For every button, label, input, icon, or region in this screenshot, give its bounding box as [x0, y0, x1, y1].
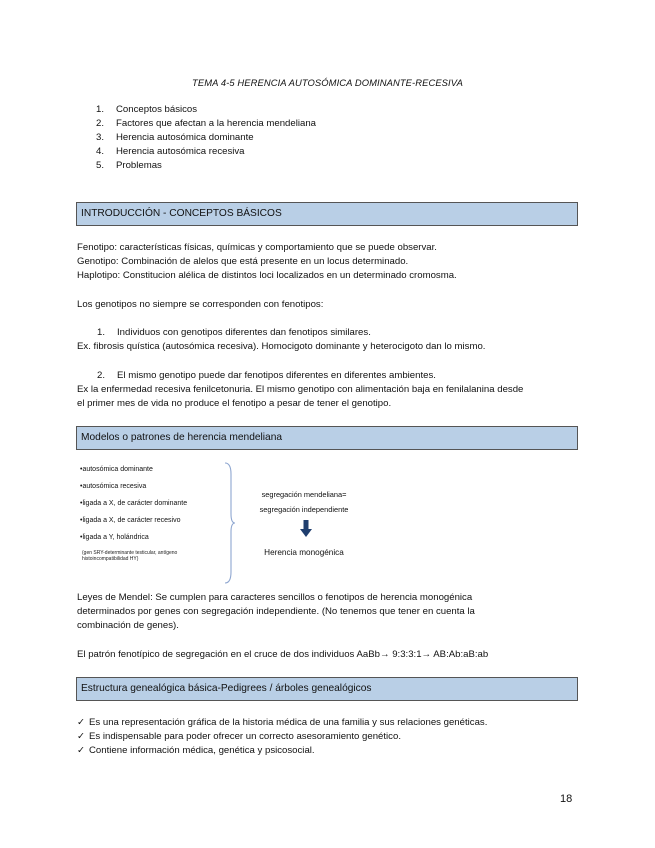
segregation-line2: segregación independiente — [259, 505, 349, 514]
pattern-item: •ligada a Y, holándrica — [80, 534, 149, 541]
definition-genotipo: Genotipo: Combinación de alelos que está presente en un locus determinado. — [77, 256, 409, 267]
pattern-item: •autosómica recesiva — [80, 483, 147, 490]
list-item-1 — [97, 326, 371, 340]
toc-num: 1. — [96, 104, 105, 115]
check-item — [77, 744, 487, 758]
pattern-item: •autosómica dominante — [80, 466, 153, 473]
toc-label: Factores que afectan a la herencia mendeliana — [116, 118, 316, 129]
toc-num: 3. — [96, 132, 105, 143]
toc-num: 5. — [96, 160, 105, 171]
leyes-line: combinación de genes). — [77, 620, 179, 631]
toc-num: 2. — [96, 118, 105, 129]
definition-fenotipo: Fenotipo: características físicas, químicas y comportamiento que se puede observar. — [77, 242, 437, 253]
check-icon: ✓ — [77, 731, 86, 742]
section-heading-modelos: Modelos o patrones de herencia mendeliana — [76, 426, 578, 450]
example-fenilcetonuria-line1: Ex la enfermedad recesiva fenilcetonuria. El mismo genotipo con alimentación baja en fenilalanina desde — [77, 384, 524, 395]
toc-item — [96, 159, 316, 173]
leyes-line: determinados por genes con segregación independiente. (No tenemos que tener en cuenta la — [77, 606, 475, 617]
check-text: Es indispensable para poder ofrecer un correcto asesoramiento genético. — [89, 731, 401, 742]
section-heading-introduccion: INTRODUCCIÓN - CONCEPTOS BÁSICOS — [76, 202, 578, 226]
toc-label: Problemas — [116, 160, 162, 171]
check-text: Contiene información médica, genética y psicosocial. — [89, 745, 315, 756]
leyes-line: Leyes de Mendel: Se cumplen para caracteres sencillos o fenotipos de herencia monogénica — [77, 592, 473, 603]
segregation-line1: segregación mendeliana= — [261, 490, 347, 499]
page-number: 18 — [560, 793, 573, 805]
definitions — [77, 241, 457, 283]
check-item — [77, 716, 487, 730]
genotipos-intro: Los genotipos no siempre se corresponden con fenotipos: — [77, 299, 324, 310]
toc-item — [96, 117, 316, 131]
page-title: TEMA 4-5 HERENCIA AUTOSÓMICA DOMINANTE-RECESIVA — [192, 77, 463, 88]
section-heading-pedigrees: Estructura genealógica básica-Pedigrees / árboles genealógicos — [76, 677, 578, 701]
patron-segregacion: El patrón fenotípico de segregación en el cruce de dos individuos AaBb→ 9:3:3:1→ AB:Ab:aB:ab — [77, 649, 489, 660]
toc-item — [96, 103, 316, 117]
leyes-de-mendel — [77, 591, 475, 633]
definition-haplotipo: Haplotipo: Constitucion alélica de distintos loci localizados en un determinado cromosma. — [77, 270, 457, 281]
check-item — [77, 730, 487, 744]
curly-brace-icon — [222, 462, 236, 584]
down-arrow-icon — [300, 520, 312, 538]
list-text: Individuos con genotipos diferentes dan fenotipos similares. — [117, 327, 371, 338]
pattern-item: •ligada a X, de carácter dominante — [80, 500, 188, 507]
toc-item — [96, 131, 316, 145]
list-num: 1. — [97, 327, 106, 338]
toc-label: Herencia autosómica recesiva — [116, 146, 245, 157]
check-icon: ✓ — [77, 745, 86, 756]
example-fibrosis: Ex. fibrosis quística (autosómica recesiva). Homocigoto dominante y heterocigoto dan lo mismo. — [77, 341, 486, 352]
toc-item — [96, 145, 316, 159]
toc-num: 4. — [96, 146, 105, 157]
herencia-monogenica-label: Herencia monogénica — [264, 548, 344, 557]
check-text: Es una representación gráfica de la historia médica de una familia y sus relaciones genéticas. — [89, 717, 488, 728]
check-icon: ✓ — [77, 717, 86, 728]
list-num: 2. — [97, 370, 106, 381]
example-fenilcetonuria-line2: el primer mes de vida no produce el fenotipo a pesar de tener el genotipo. — [77, 398, 392, 409]
pattern-item: •ligada a X, de carácter recesivo — [80, 517, 181, 524]
pattern-note: (gen SRY-determinante testicular, antígeno — [82, 550, 178, 556]
pedigree-checklist — [77, 716, 487, 758]
list-item-2 — [97, 369, 436, 383]
pattern-note: histoincompatibilidad HY) — [82, 556, 139, 562]
list-text: El mismo genotipo puede dar fenotipos diferentes en diferentes ambientes. — [117, 370, 436, 381]
toc-list — [96, 103, 316, 173]
toc-label: Conceptos básicos — [116, 104, 198, 115]
inheritance-figure — [78, 460, 378, 586]
toc-label: Herencia autosómica dominante — [116, 132, 254, 143]
